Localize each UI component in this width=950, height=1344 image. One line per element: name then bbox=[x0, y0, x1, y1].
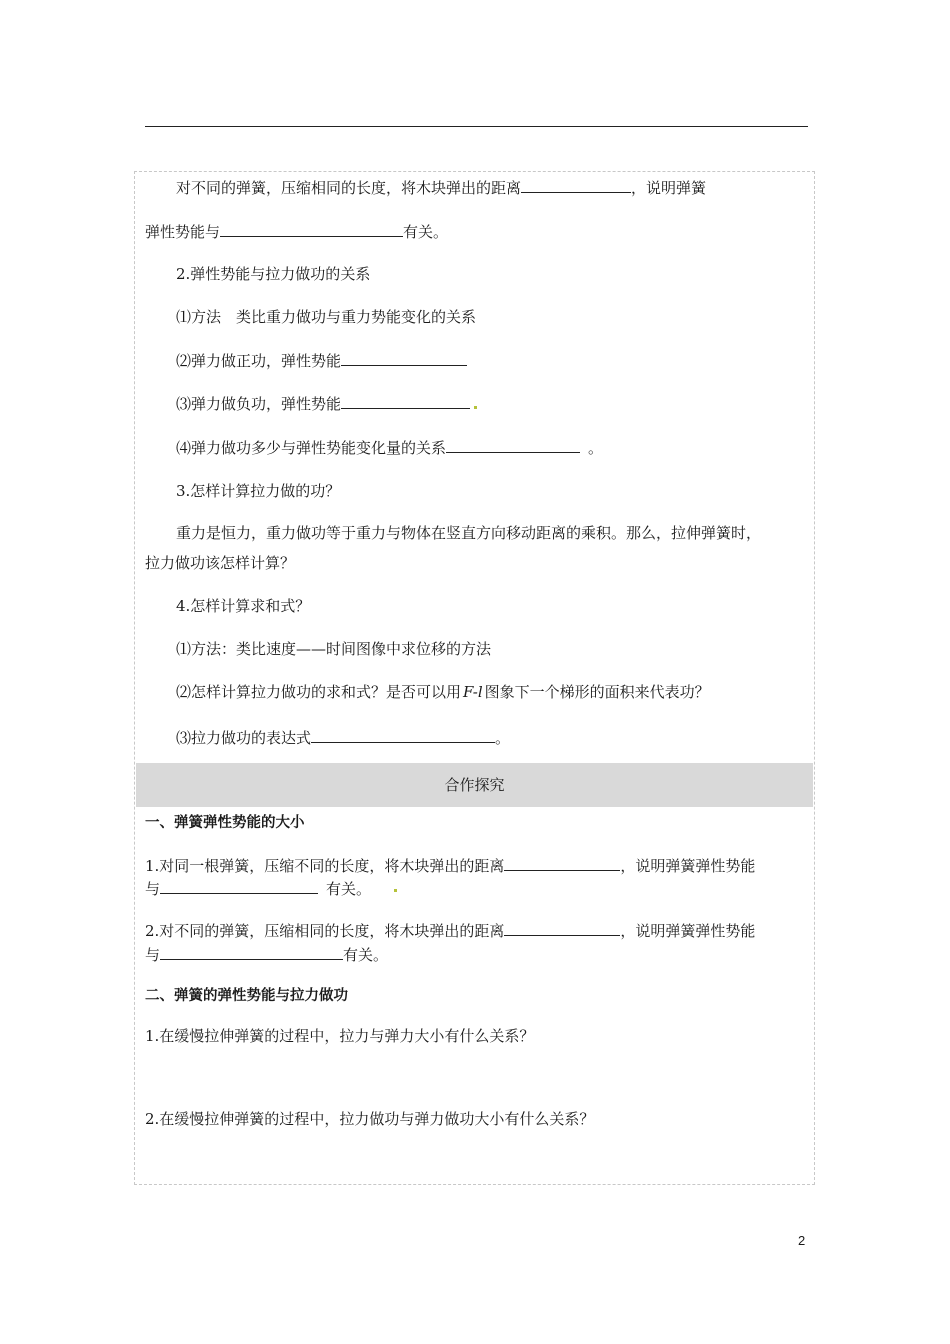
question-line bbox=[145, 855, 755, 876]
answer-blank[interactable] bbox=[160, 944, 343, 960]
answer-blank[interactable] bbox=[220, 221, 403, 237]
answer-blank[interactable] bbox=[504, 920, 620, 936]
question-line bbox=[145, 878, 371, 899]
text: 2.对不同的弹簧，压缩相同的长度，将木块弹出的距离 bbox=[145, 922, 505, 940]
math-variable: F-l bbox=[463, 683, 483, 701]
text: ⑶弹力做负功，弹性势能 bbox=[176, 395, 342, 413]
text: 有关。 bbox=[403, 223, 449, 241]
scan-dot bbox=[394, 889, 397, 892]
answer-blank[interactable] bbox=[311, 727, 495, 743]
text: 与 bbox=[145, 946, 161, 964]
answer-blank[interactable] bbox=[446, 437, 580, 453]
text-line bbox=[145, 221, 448, 242]
text: ，说明弹簧弹性势能 bbox=[620, 857, 756, 875]
text: 图象下一个梯形的面积来代表功？ bbox=[484, 683, 710, 701]
subheading: 2.弹性势能与拉力做功的关系 bbox=[176, 265, 371, 283]
text-line bbox=[176, 177, 706, 198]
text: 与 bbox=[145, 880, 161, 898]
question-line: 2.在缓慢拉伸弹簧的过程中，拉力做功与弹力做功大小有什么关系？ bbox=[145, 1110, 595, 1128]
text: ⑶拉力做功的表达式 bbox=[176, 729, 312, 747]
subheading: 3.怎样计算拉力做的功？ bbox=[176, 482, 341, 500]
text: ⑵怎样计算拉力做功的求和式？是否可以用 bbox=[176, 683, 462, 701]
section-heading: 一、弹簧弹性势能的大小 bbox=[145, 815, 305, 831]
paragraph-line: 拉力做功该怎样计算？ bbox=[145, 554, 296, 572]
paragraph-line: 重力是恒力，重力做功等于重力与物体在竖直方向移动距离的乘积。那么，拉伸弹簧时， bbox=[176, 524, 762, 542]
text: 。 bbox=[495, 729, 511, 747]
header-rule bbox=[145, 126, 808, 127]
question-line bbox=[145, 920, 755, 941]
text: ，说明弹簧弹性势能 bbox=[620, 922, 756, 940]
text: ，说明弹簧 bbox=[631, 179, 707, 197]
answer-blank[interactable] bbox=[341, 350, 467, 366]
list-item bbox=[176, 437, 603, 458]
scan-dot bbox=[474, 406, 477, 409]
list-item bbox=[176, 727, 510, 748]
list-item bbox=[176, 350, 467, 371]
text: ⑵弹力做正功，弹性势能 bbox=[176, 352, 342, 370]
list-item: ⑴方法：类比速度——时间图像中求位移的方法 bbox=[176, 640, 492, 658]
text: 。 bbox=[588, 439, 604, 457]
text: 1.对同一根弹簧，压缩不同的长度，将木块弹出的距离 bbox=[145, 857, 505, 875]
section-heading: 二、弹簧的弹性势能与拉力做功 bbox=[145, 988, 348, 1004]
answer-blank[interactable] bbox=[504, 855, 620, 871]
band-title: 合作探究 bbox=[444, 776, 505, 794]
list-item: ⑴方法 类比重力做功与重力势能变化的关系 bbox=[176, 308, 477, 326]
answer-blank[interactable] bbox=[341, 393, 470, 409]
list-item bbox=[176, 682, 710, 702]
question-line bbox=[145, 944, 388, 965]
list-item bbox=[176, 393, 470, 414]
answer-blank[interactable] bbox=[521, 177, 631, 193]
text: 弹性势能与 bbox=[145, 223, 221, 241]
text: 对不同的弹簧，压缩相同的长度，将木块弹出的距离 bbox=[176, 179, 522, 197]
section-band bbox=[136, 763, 813, 807]
page-number: 2 bbox=[798, 1233, 806, 1248]
question-line: 1.在缓慢拉伸弹簧的过程中，拉力与弹力大小有什么关系？ bbox=[145, 1027, 535, 1045]
answer-blank[interactable] bbox=[160, 878, 318, 894]
subheading: 4.怎样计算求和式？ bbox=[176, 597, 311, 615]
text: 有关。 bbox=[326, 880, 372, 898]
text: 有关。 bbox=[343, 946, 389, 964]
text: ⑷弹力做功多少与弹性势能变化量的关系 bbox=[176, 439, 447, 457]
